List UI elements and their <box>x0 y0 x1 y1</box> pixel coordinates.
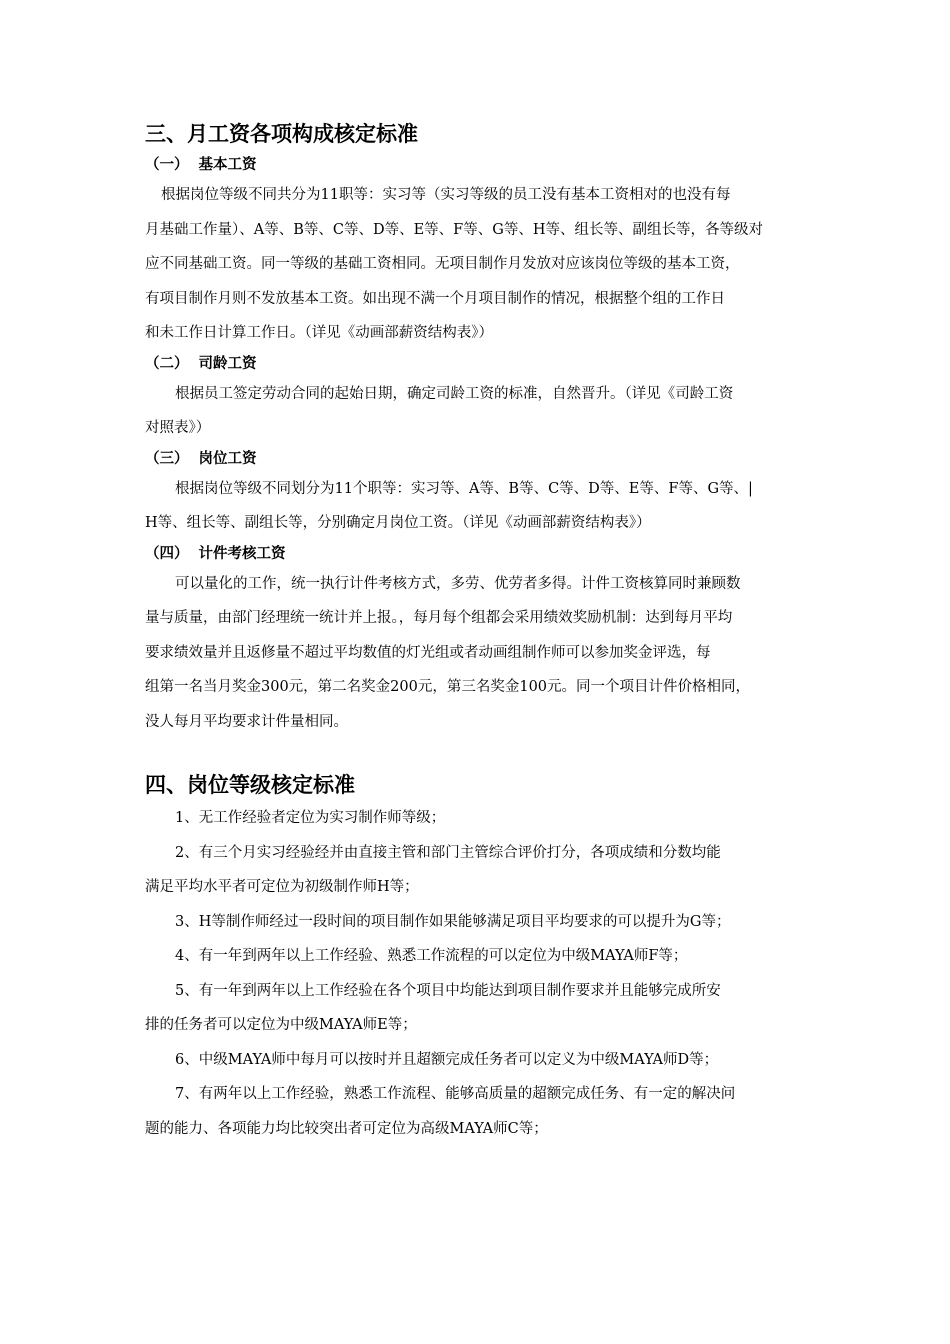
list-item-line: 题的能力、各项能力均比较突出者可定位为高级MAYA师C等； <box>145 1120 548 1137</box>
paragraph-line: H等、组长等、副组长等，分别确定月岗位工资。（详见《动画部薪资结构表》） <box>145 515 651 531</box>
subsection-1-paragraph <box>145 178 810 351</box>
paragraph-line: 可以量化的工作，统一执行计件考核方式，多劳、优劳者多得。计件工资核算同时兼顾数 <box>175 575 741 592</box>
paragraph-line: 组第一名当月奖金300元，第二名奖金200元，第三名奖金100元。同一个项目计件价格相同， <box>145 679 751 695</box>
list-item-line: 6、中级MAYA师中每月可以按时并且超额完成任务者可以定义为中级MAYA师D等； <box>175 1051 719 1068</box>
subsection-4-number: （四） <box>145 545 189 562</box>
list-item <box>145 836 810 905</box>
subsection-2-paragraph <box>145 377 810 446</box>
paragraph-line: 和未工作日计算工作日。（详见《动画部薪资结构表》） <box>145 325 493 341</box>
paragraph-line: 月基础工作量）、A等、B等、C等、D等、E等、F等、G等、H等、组长等、副组长等，各等级对 <box>145 221 763 238</box>
list-item <box>145 974 810 1043</box>
subsection-4-title: 计件考核工资 <box>198 545 286 562</box>
list-item-line: 7、有两年以上工作经验，熟悉工作流程、能够高质量的超额完成任务、有一定的解决问 <box>175 1086 736 1102</box>
subsection-1-heading <box>145 152 810 178</box>
paragraph-line: 根据员工签定劳动合同的起始日期，确定司龄工资的标准，自然晋升。（详见《司龄工资 <box>175 385 734 402</box>
list-item-line: 满足平均水平者可定位为初级制作师H等； <box>145 879 419 895</box>
subsection-3-paragraph <box>145 472 810 541</box>
paragraph-line: 量与质量，由部门经理统一统计并上报。，每月每个组都会采用绩效奖励机制：达到每月平均 <box>145 610 733 626</box>
section-3-heading: 三、月工资各项构成核定标准 <box>145 122 418 146</box>
list-item <box>145 939 810 974</box>
list-item-line: 2、有三个月实习经验经并由直接主管和部门主管综合评价打分，各项成绩和分数均能 <box>175 844 721 861</box>
subsection-2-number: （二） <box>145 355 189 372</box>
subsection-1-title: 基本工资 <box>198 157 257 173</box>
subsection-1-number: （一） <box>145 157 189 173</box>
list-item-line: 3、H等制作师经过一段时间的项目制作如果能够满足项目平均要求的可以提升为G等； <box>175 913 731 930</box>
subsection-2-heading <box>145 351 810 377</box>
subsection-3-title: 岗位工资 <box>198 450 257 467</box>
paragraph-line: 要求绩效量并且返修量不超过平均数值的灯光组或者动画组制作师可以参加奖金评选，每 <box>145 644 711 661</box>
list-item-line: 排的任务者可以定位为中级MAYA师E等； <box>145 1017 417 1033</box>
paragraph-line: 有项目制作月则不发放基本工资。如出现不满一个月项目制作的情况，根据整个组的工作日 <box>145 290 725 307</box>
section-4-heading: 四、岗位等级核定标准 <box>145 773 355 797</box>
document-content <box>145 118 810 1146</box>
paragraph-line: 对照表》） <box>145 420 211 436</box>
list-item <box>145 905 810 940</box>
subsection-4-heading <box>145 541 810 567</box>
paragraph-line: 没人每月平均要求计件量相同。 <box>145 713 348 730</box>
list-item-line: 5、有一年到两年以上工作经验在各个项目中均能达到项目制作要求并且能够完成所安 <box>175 982 721 999</box>
subsection-3-number: （三） <box>145 450 189 467</box>
paragraph-line: 根据岗位等级不同共分为11职等：实习等（实习等级的员工没有基本工资相对的也没有每 <box>161 187 731 203</box>
paragraph-line: 应不同基础工资。同一等级的基础工资相同。无项目制作月发放对应该岗位等级的基本工资， <box>145 256 740 272</box>
list-item <box>145 1077 810 1146</box>
list-item-line: 1、无工作经验者定位为实习制作师等级； <box>175 810 446 826</box>
list-item <box>145 801 810 836</box>
subsection-4-paragraph <box>145 567 810 740</box>
list-item-line: 4、有一年到两年以上工作经验、熟悉工作流程的可以定位为中级MAYA师F等； <box>175 948 688 964</box>
paragraph-line: 根据岗位等级不同划分为11个职等：实习等、A等、B等、C等、D等、E等、F等、G等、| <box>175 480 753 497</box>
subsection-2-title: 司龄工资 <box>198 355 257 372</box>
list-item <box>145 1043 810 1078</box>
subsection-3-heading <box>145 446 810 472</box>
